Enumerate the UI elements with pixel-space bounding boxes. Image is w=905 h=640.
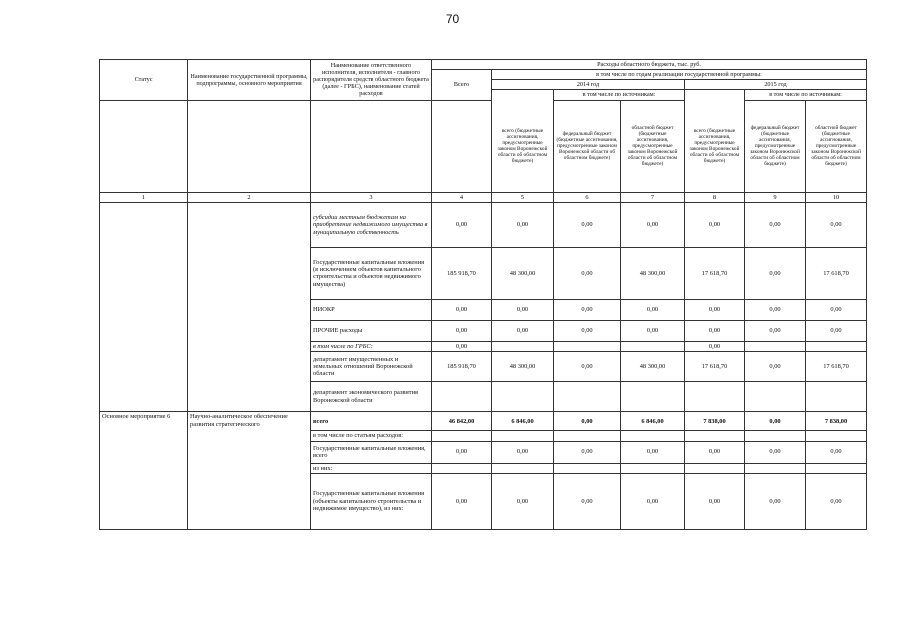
header-total: Всего: [432, 70, 492, 100]
value-cell: [806, 382, 867, 412]
col-num: 7: [621, 192, 685, 202]
value-cell: [432, 382, 492, 412]
value-cell: [432, 463, 492, 473]
value-cell: 0,00: [492, 299, 554, 320]
value-cell: 0,00: [432, 299, 492, 320]
value-cell: 0,00: [685, 320, 745, 341]
header-program-name: Наименование государственной программы, подпрограммы, основного мероприятия: [188, 60, 311, 101]
value-cell: [554, 341, 621, 351]
value-cell: 48 300,00: [621, 247, 685, 299]
header-empty-2014: [492, 90, 554, 100]
value-cell: 0,00: [685, 441, 745, 463]
col-num: 4: [432, 192, 492, 202]
value-cell: 48 300,00: [492, 352, 554, 382]
value-cell: [621, 341, 685, 351]
row-label: департамент имущественных и земельных отношений Воронежской области: [311, 352, 432, 382]
header-status-cont: [100, 100, 188, 192]
program-name-cell: Научно-аналитическое обеспечение развития стратегического: [188, 412, 311, 530]
value-cell: 0,00: [806, 441, 867, 463]
value-cell: 0,00: [806, 320, 867, 341]
value-cell: 0,00: [554, 247, 621, 299]
header-empty-2015: [685, 90, 745, 100]
header-year-2014: 2014 год: [492, 80, 685, 90]
value-cell: [432, 431, 492, 441]
value-cell: 0,00: [432, 202, 492, 247]
name-cell-empty: [188, 202, 311, 411]
value-cell: [745, 341, 806, 351]
value-cell: 48 300,00: [492, 247, 554, 299]
table-row: [100, 412, 867, 431]
value-cell: 0,00: [492, 320, 554, 341]
page-number: 70: [445, 12, 460, 26]
value-cell: 17 618,70: [685, 352, 745, 382]
value-cell: [806, 431, 867, 441]
col-num: 10: [806, 192, 867, 202]
row-label: Государственные капитальные вложения (в исключением объектов капитального строительства и объектов недвижимого имущества): [311, 247, 432, 299]
header-name-cont: [188, 100, 311, 192]
value-cell: 0,00: [745, 352, 806, 382]
value-cell: [685, 431, 745, 441]
value-cell: 7 838,00: [806, 412, 867, 431]
value-cell: 17 618,70: [685, 247, 745, 299]
header-sources-2015: в том числе по источникам:: [745, 90, 867, 100]
value-cell: 0,00: [621, 320, 685, 341]
value-cell: 7 838,00: [685, 412, 745, 431]
value-cell: 0,00: [432, 441, 492, 463]
value-cell: [492, 382, 554, 412]
row-label: из них:: [311, 463, 432, 473]
value-cell: [806, 463, 867, 473]
table-row: [100, 202, 867, 247]
value-cell: 0,00: [745, 473, 806, 529]
row-label: департамент экономического развития Воронежской области: [311, 382, 432, 412]
col-num: 5: [492, 192, 554, 202]
row-label: субсидии местным бюджетам на приобретение недвижимого имущества в муниципальную собственность: [311, 202, 432, 247]
header-col-all-2015: всего (бюджетные ассигнования, предусмотренные законом Воронежской области об областном бюджете): [685, 100, 745, 192]
row-label: в том числе по ГРБС:: [311, 341, 432, 351]
value-cell: 0,00: [685, 299, 745, 320]
header-col-reg-2015: областной бюджет (бюджетные ассигнования, предусмотренные законом Воронежской области об областном бюджете): [806, 100, 867, 192]
row-label: НИОКР: [311, 299, 432, 320]
value-cell: 0,00: [554, 412, 621, 431]
value-cell: 0,00: [745, 320, 806, 341]
col-num: 1: [100, 192, 188, 202]
value-cell: 0,00: [745, 202, 806, 247]
header-expenses-title: Расходы областного бюджета, тыс. руб.: [432, 60, 867, 70]
header-row-5: [100, 100, 867, 192]
header-row-1: [100, 60, 867, 70]
header-year-2015: 2015 год: [685, 80, 867, 90]
header-sources-2014: в том числе по источникам:: [554, 90, 685, 100]
header-exec-cont: [311, 100, 432, 192]
value-cell: 0,00: [554, 473, 621, 529]
value-cell: 48 300,00: [621, 352, 685, 382]
value-cell: 0,00: [432, 320, 492, 341]
value-cell: [554, 431, 621, 441]
value-cell: 6 846,00: [621, 412, 685, 431]
value-cell: [685, 382, 745, 412]
value-cell: 0,00: [685, 202, 745, 247]
row-label: Государственные капитальные вложения (объекты капитального строительства и недвижимое имущество), из них:: [311, 473, 432, 529]
col-num: 3: [311, 192, 432, 202]
value-cell: 0,00: [685, 341, 745, 351]
value-cell: 0,00: [621, 299, 685, 320]
value-cell: 0,00: [621, 441, 685, 463]
value-cell: [621, 463, 685, 473]
row-label: всего: [311, 412, 432, 431]
budget-table: [99, 59, 867, 530]
value-cell: 0,00: [745, 299, 806, 320]
header-col-all-2014: всего (бюджетные ассигнования, предусмотренные законом Воронежской области об областном бюджете): [492, 100, 554, 192]
value-cell: [492, 431, 554, 441]
value-cell: [745, 382, 806, 412]
value-cell: 0,00: [745, 247, 806, 299]
value-cell: 0,00: [745, 412, 806, 431]
value-cell: 0,00: [492, 473, 554, 529]
value-cell: [621, 382, 685, 412]
value-cell: 0,00: [432, 341, 492, 351]
value-cell: [492, 463, 554, 473]
value-cell: [621, 431, 685, 441]
value-cell: 0,00: [806, 473, 867, 529]
row-label: в том числе по статьям расходов:: [311, 431, 432, 441]
col-num: 2: [188, 192, 311, 202]
value-cell: 0,00: [492, 202, 554, 247]
row-label: Государственные капитальные вложения, всего: [311, 441, 432, 463]
value-cell: 46 842,00: [432, 412, 492, 431]
header-col-reg-2014: областной бюджет (бюджетные ассигнования, предусмотренные законом Воронежской области об областном бюджете): [621, 100, 685, 192]
value-cell: 17 618,70: [806, 247, 867, 299]
header-col-fed-2014: федеральный бюджет (бюджетные ассигнования, предусмотренные законом Воронежской области об областном бюджете): [554, 100, 621, 192]
value-cell: 0,00: [806, 202, 867, 247]
header-status: Статус: [100, 60, 188, 101]
value-cell: 0,00: [745, 441, 806, 463]
value-cell: [685, 463, 745, 473]
status-cell: Основное мероприятие 6: [100, 412, 188, 530]
value-cell: [806, 341, 867, 351]
col-num: 8: [685, 192, 745, 202]
header-by-years: в том числе по годам реализации государственной программы:: [492, 70, 867, 80]
value-cell: 0,00: [621, 473, 685, 529]
value-cell: 0,00: [554, 320, 621, 341]
value-cell: 6 846,00: [492, 412, 554, 431]
value-cell: 0,00: [554, 352, 621, 382]
value-cell: [554, 382, 621, 412]
value-cell: 185 918,70: [432, 247, 492, 299]
value-cell: 0,00: [492, 441, 554, 463]
column-numbers-row: [100, 192, 867, 202]
value-cell: 0,00: [806, 299, 867, 320]
value-cell: 185 918,70: [432, 352, 492, 382]
value-cell: [745, 463, 806, 473]
value-cell: 17 618,70: [806, 352, 867, 382]
value-cell: [554, 463, 621, 473]
value-cell: 0,00: [621, 202, 685, 247]
header-executor: Наименование ответственного исполнителя, исполнителя - главного распорядителя средств областного бюджета (далее - ГРБС), наименование статей расходов: [311, 60, 432, 101]
value-cell: 0,00: [685, 473, 745, 529]
value-cell: 0,00: [554, 441, 621, 463]
header-total-cont: [432, 100, 492, 192]
value-cell: 0,00: [554, 202, 621, 247]
col-num: 6: [554, 192, 621, 202]
value-cell: [492, 341, 554, 351]
row-label: ПРОЧИЕ расходы: [311, 320, 432, 341]
value-cell: [745, 431, 806, 441]
status-cell-empty: [100, 202, 188, 411]
col-num: 9: [745, 192, 806, 202]
value-cell: 0,00: [432, 473, 492, 529]
header-col-fed-2015: федеральный бюджет (бюджетные ассигнования, предусмотренные законом Воронежской области об областном бюджете): [745, 100, 806, 192]
value-cell: 0,00: [554, 299, 621, 320]
